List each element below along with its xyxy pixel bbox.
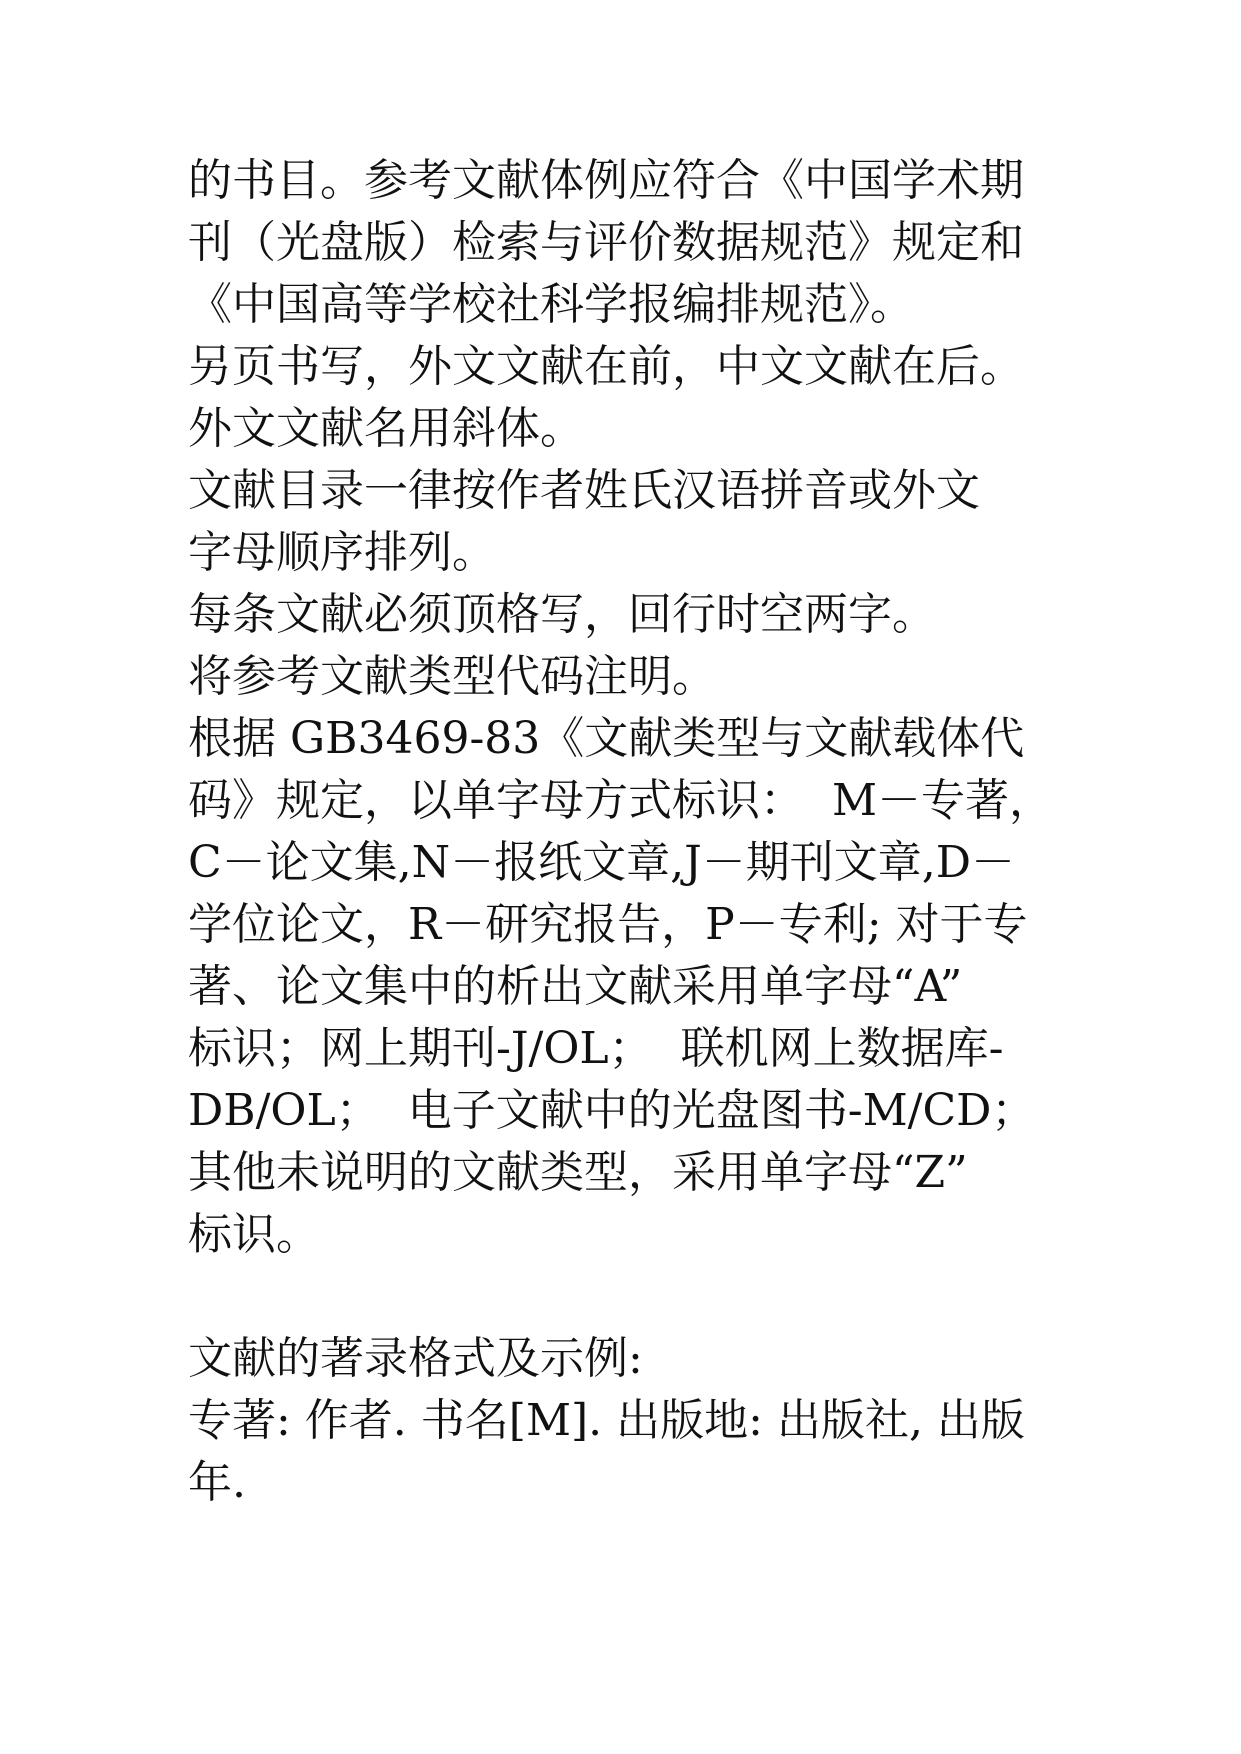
text-line: 其他未说明的文献类型，采用单字母“Z” (188, 1147, 968, 1198)
text-line: 刊（光盘版）检索与评价数据规范》规定和 (188, 217, 1024, 268)
text-line: DB/OL； 电子文献中的光盘图书-M/CD； (188, 1085, 1036, 1136)
text-line: 文献目录一律按作者姓氏汉语拼音或外文 (188, 465, 980, 516)
paragraph-separate-page (188, 336, 1088, 398)
paragraph-citation-standards (188, 150, 1088, 336)
text-line: 著、论文集中的析出文献采用单字母“A” (188, 961, 963, 1012)
text-line: 标识；网上期刊-J/OL； 联机网上数据库- (188, 1023, 1004, 1074)
paragraph-type-codes (188, 646, 1088, 708)
text-line: 外文文献名用斜体。 (188, 403, 584, 454)
text-line: 根据 GB3469-83《文献类型与文献载体代 (188, 713, 1025, 764)
paragraph-italic-foreign (188, 398, 1088, 460)
text-line: 专著: 作者. 书名[M]. 出版地: 出版社, 出版 (188, 1395, 1025, 1446)
text-line: 年. (188, 1457, 246, 1508)
paragraph-gb3469-codes (188, 708, 1088, 1266)
text-line: 文献的著录格式及示例: (188, 1333, 643, 1384)
text-line: 字母顺序排列。 (188, 527, 496, 578)
paragraph-indentation (188, 584, 1088, 646)
text-line: 学位论文，R－研究报告，P－专利; 对于专 (188, 899, 1028, 950)
text-line: 标识。 (188, 1209, 320, 1260)
blank-line (188, 1266, 1088, 1328)
text-line: 每条文献必须顶格写，回行时空两字。 (188, 589, 936, 640)
text-line: 将参考文献类型代码注明。 (188, 651, 716, 702)
paragraph-ordering (188, 460, 1088, 584)
text-line: 码》规定，以单字母方式标识： M－专著， (188, 775, 1054, 826)
paragraph-format-heading (188, 1328, 1088, 1390)
text-line: 的书目。参考文献体例应符合《中国学术期 (188, 155, 1024, 206)
document-body (188, 150, 1088, 1514)
text-line: 《中国高等学校社科学报编排规范》。 (188, 279, 914, 330)
paragraph-monograph-format (188, 1390, 1088, 1514)
text-line: 另页书写，外文文献在前，中文文献在后。 (188, 341, 1024, 392)
text-line: C－论文集,N－报纸文章,J－期刊文章,D－ (188, 837, 1016, 888)
